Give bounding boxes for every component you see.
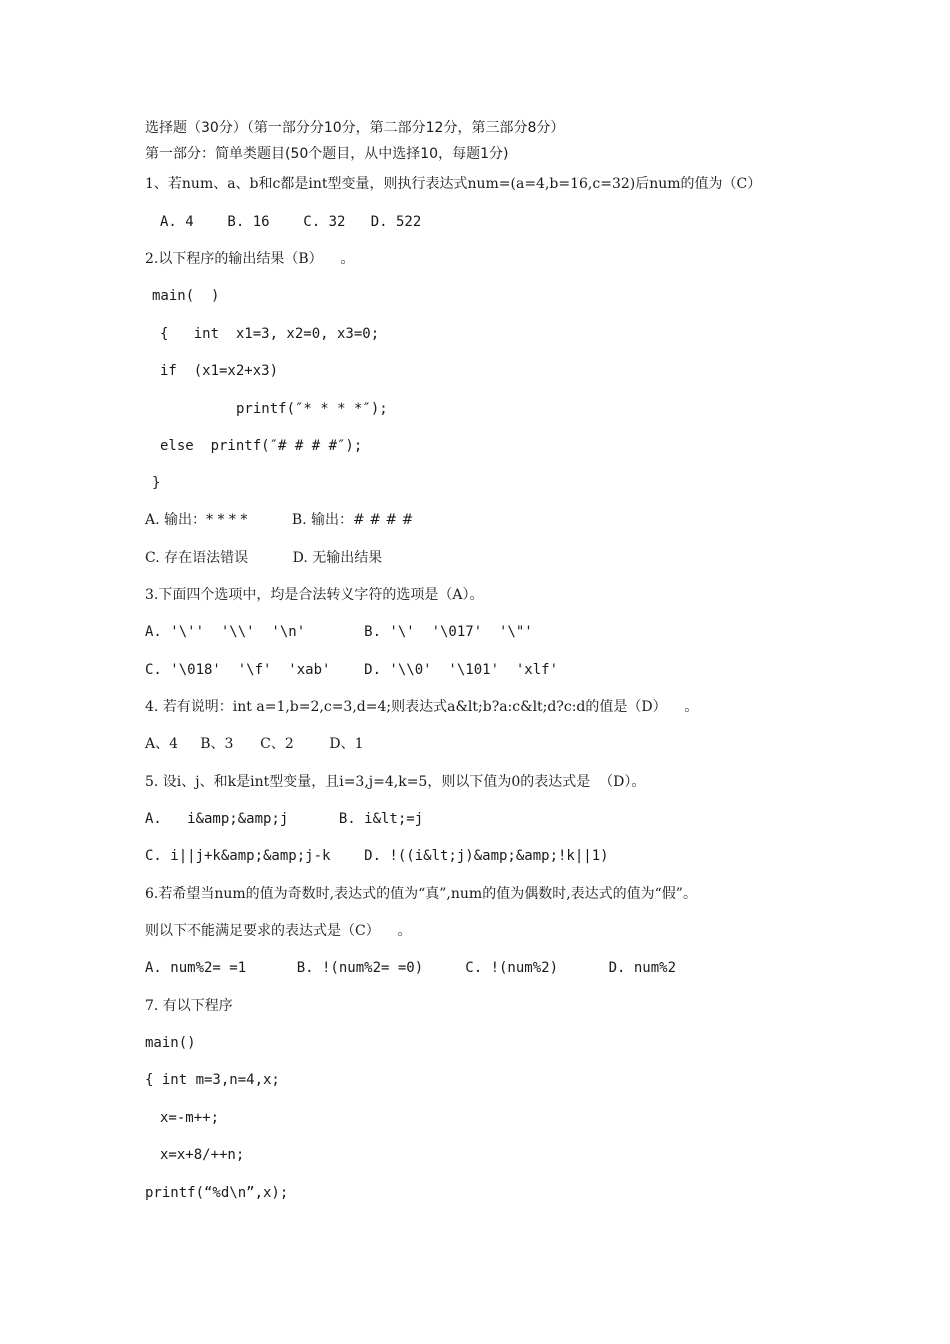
q2-options-row1: A. 输出：* * * * B. 输出：# # # # (145, 512, 414, 528)
q1-options: A. 4 B. 16 C. 32 D. 522 (160, 214, 422, 230)
q2-code-line: main( ) (152, 288, 220, 304)
q6-options: A. num%2= =1 B. !(num%2= =0) C. !(num%2) D. num%2 (145, 960, 677, 976)
q7-code-line: x=-m++; (160, 1110, 220, 1126)
q5-options-row1: A. i&amp;&amp;j B. i&lt;=j (145, 811, 424, 827)
q2-code-line: if (x1=x2+x3) (160, 363, 279, 379)
q2-options-row2: C. 存在语法错误 D. 无输出结果 (145, 550, 383, 566)
q3-stem: 3.下面四个选项中，均是合法转义字符的选项是（A）。 (145, 587, 484, 603)
q2-code-line: { int x1=3, x2=0, x3=0; (160, 326, 380, 342)
q7-code-line: printf(“%d\n”,x); (145, 1185, 289, 1201)
q2-code-line: else printf(″# # # #″); (160, 438, 363, 454)
exam-title: 选择题（30分）（第一部分分10分，第二部分12分，第三部分8分） (145, 120, 565, 136)
q1-stem: 1、若num、a、b和c都是int型变量，则执行表达式num=(a=4,b=16,c=32)后num的值为（C） (145, 176, 762, 192)
q4-stem: 4. 若有说明：int a=1,b=2,c=3,d=4;则表达式a&lt;b?a:c&lt;d?c:d的值是（D） 。 (145, 699, 699, 715)
q3-options-row1: A. '\'' '\\' '\n' B. '\' '\017' '\"' (145, 624, 533, 640)
q7-code-line: { int m=3,n=4,x; (145, 1072, 280, 1088)
q5-stem: 5. 设i、j、和k是int型变量，且i=3,j=4,k=5，则以下值为0的表达式是 （D）。 (145, 774, 646, 790)
q2-stem: 2.以下程序的输出结果（B） 。 (145, 251, 355, 267)
q6-stem-line1: 6.若希望当num的值为奇数时,表达式的值为“真”,num的值为偶数时,表达式的值为“假”。 (145, 886, 697, 902)
q6-stem-line2: 则以下不能满足要求的表达式是（C） 。 (145, 923, 412, 939)
q5-options-row2: C. i||j+k&amp;&amp;j-k D. !((i&lt;j)&amp;&amp;!k||1) (145, 848, 609, 864)
q7-code-line: x=x+8/++n; (160, 1147, 245, 1163)
q4-options: A、4 B、3 C、2 D、1 (145, 736, 364, 752)
q2-code-line: printf(″* * * *″); (236, 401, 388, 417)
q7-stem: 7. 有以下程序 (145, 998, 233, 1014)
q7-code-line: main() (145, 1035, 196, 1051)
part1-heading: 第一部分：简单类题目(50个题目，从中选择10，每题1分) (145, 146, 509, 162)
q3-options-row2: C. '\018' '\f' 'xab' D. '\\0' '\101' 'xlf' (145, 662, 559, 678)
q2-code-line: } (152, 475, 161, 491)
